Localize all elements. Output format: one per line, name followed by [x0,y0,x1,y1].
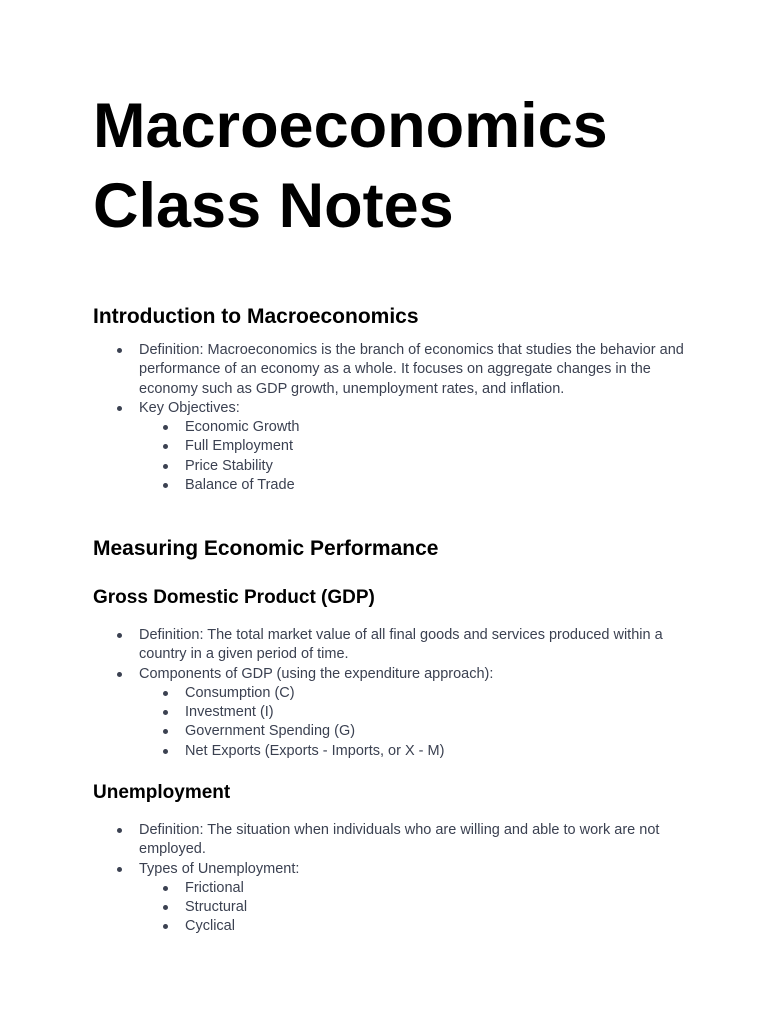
heading-unemployment: Unemployment [93,782,231,803]
list-item-gdp-definition: Definition: The total market value of all final goods and services produced within a country in a given period of time. [93,626,693,665]
page-title [93,86,713,246]
list-item-unemployment-definition: Definition: The situation when individuals who are willing and able to work are not employed. [93,821,693,860]
title-line-2: Class Notes [93,171,454,241]
heading-measuring: Measuring Economic Performance [93,537,439,560]
list-item: Structural [139,898,693,917]
list-item-unemployment-types: Types of Unemployment: Frictional Structural Cyclical [93,860,693,937]
list-item: Balance of Trade [139,476,693,495]
list-item-gdp-components: Components of GDP (using the expenditure approach): Consumption (C) Investment (I) Government Spending (G) Net Exports (Exports - Imports, or X - M) [93,665,693,761]
heading-intro: Introduction to Macroeconomics [93,305,419,328]
list-item-intro-definition: Definition: Macroeconomics is the branch of economics that studies the behavior and performance of an economy as a whole. It focuses on aggregate changes in the economy such as GDP growth, unemployment rates, and inflation. [93,341,693,399]
list-item: Frictional [139,879,693,898]
heading-gdp: Gross Domestic Product (GDP) [93,587,375,608]
list-item: Price Stability [139,457,693,476]
list-item-key-objectives: Key Objectives: Economic Growth Full Employment Price Stability Balance of Trade [93,399,693,495]
unemployment-types-list [139,879,693,937]
list-item: Consumption (C) [139,684,693,703]
list-item: Investment (I) [139,703,693,722]
intro-list [93,341,693,495]
list-item: Economic Growth [139,418,693,437]
objectives-list [139,418,693,495]
unemployment-list [93,821,693,937]
gdp-list [93,626,693,761]
list-item: Full Employment [139,437,693,456]
list-item: Cyclical [139,917,693,936]
title-line-1: Macroeconomics [93,91,608,161]
list-item: Government Spending (G) [139,722,693,741]
gdp-components-list [139,684,693,761]
list-item: Net Exports (Exports - Imports, or X - M) [139,742,693,761]
